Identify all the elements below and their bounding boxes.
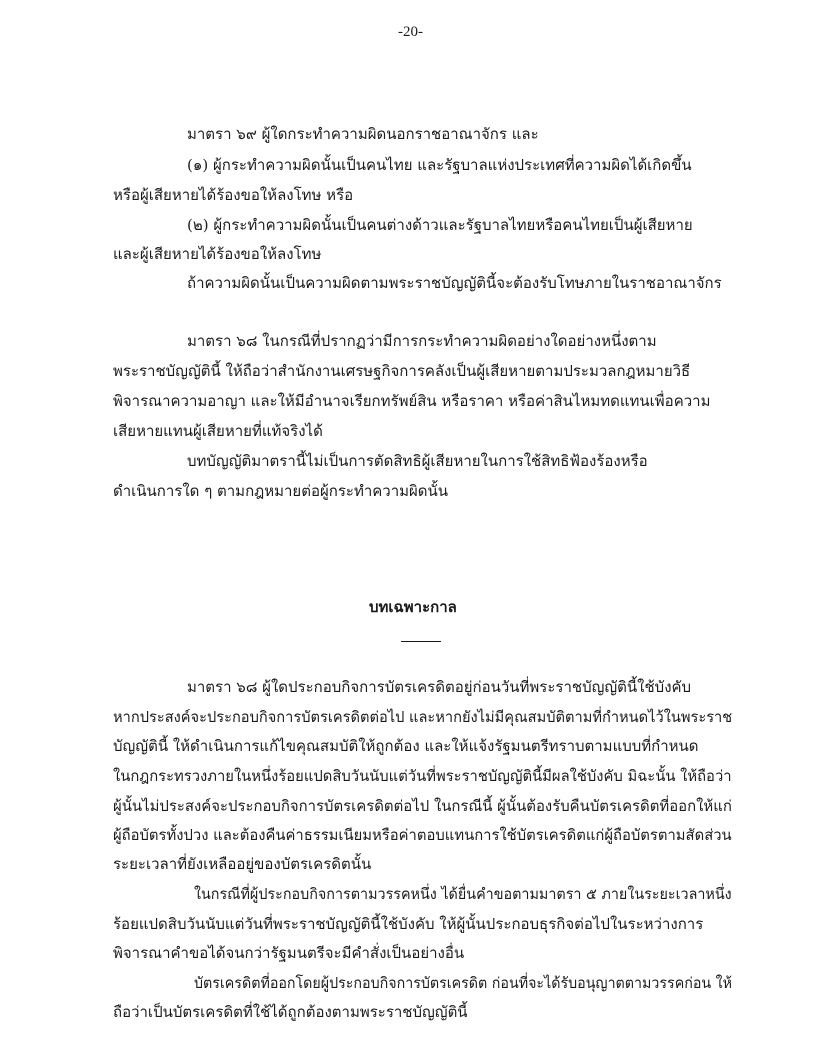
section-68a-line-1: มาตรา ๖๘ ในกรณีที่ปรากฏว่ามีการกระทำความผิดอย่างใดอย่างหนึ่งตาม	[187, 332, 657, 350]
section-69-item-1-line-1: (๑) ผู้กระทำความผิดนั้นเป็นคนไทย และรัฐบาลแห่งประเทศที่ความผิดได้เกิดขึ้น	[187, 156, 692, 174]
page-number: -20-	[398, 24, 423, 40]
section-68a-line-2: พระราชบัญญัตินี้ ให้ถือว่าสำนักงานเศรษฐกิจการคลังเป็นผู้เสียหายตามประมวลกฎหมายวิธี	[113, 362, 691, 380]
section-68b-p1-line-5: ผู้นั้นไม่ประสงค์จะประกอบกิจการบัตรเครดิตต่อไป ในกรณีนี้ ผู้นั้นต้องรับคืนบัตรเครดิตที่ออกให้แก่	[113, 797, 732, 815]
section-68b-p1-line-3: บัญญัตินี้ ให้ดำเนินการแก้ไขคุณสมบัติให้ถูกต้อง และให้แจ้งรัฐมนตรีทราบตามแบบที่กำหนด	[113, 737, 699, 755]
section-68b-p1-line-2: หากประสงค์จะประกอบกิจการบัตรเครดิตต่อไป และหากยังไม่มีคุณสมบัติตามที่กำหนดไว้ในพระราช	[113, 708, 733, 726]
section-69-item-2-line-2: และผู้เสียหายได้ร้องขอให้ลงโทษ	[113, 245, 322, 263]
section-68b-p2-line-1: ในกรณีที่ผู้ประกอบกิจการตามวรรคหนึ่ง ได้ยื่นคำขอตามมาตรา ๕ ภายในระยะเวลาหนึ่ง	[194, 885, 732, 903]
section-69-closing: ถ้าความผิดนั้นเป็นความผิดตามพระราชบัญญัตินี้จะต้องรับโทษภายในราชอาณาจักร	[187, 274, 722, 292]
title-underline	[401, 641, 441, 642]
section-68b-p3-line-1: บัตรเครดิตที่ออกโดยผู้ประกอบกิจการบัตรเครดิต ก่อนที่จะได้รับอนุญาตตามวรรคก่อน ให้	[194, 974, 732, 992]
section-68b-p3-line-2: ถือว่าเป็นบัตรเครดิตที่ใช้ได้ถูกต้องตามพระราชบัญญัตินี้	[113, 1003, 468, 1021]
section-69-item-1-line-2: หรือผู้เสียหายได้ร้องขอให้ลงโทษ หรือ	[113, 186, 354, 204]
section-68a-line-4: เสียหายแทนผู้เสียหายที่แท้จริงได้	[113, 422, 323, 440]
section-69-heading: มาตรา ๖๙ ผู้ใดกระทำความผิดนอกราชอาณาจักร และ	[187, 125, 539, 143]
section-69-item-2-line-1: (๒) ผู้กระทำความผิดนั้นเป็นคนต่างด้าวและรัฐบาลไทยหรือคนไทยเป็นผู้เสียหาย	[187, 216, 693, 234]
section-68b-p1-line-6: ผู้ถือบัตรทั้งปวง และต้องคืนค่าธรรมเนียมหรือค่าตอบแทนการใช้บัตรเครดิตแก่ผู้ถือบัตรตามสัดส่วน	[113, 826, 732, 844]
section-68a-line-5: บทบัญญัติมาตรานี้ไม่เป็นการตัดสิทธิผู้เสียหายในการใช้สิทธิฟ้องร้องหรือ	[187, 452, 648, 470]
section-68a-line-3: พิจารณาความอาญา และให้มีอำนาจเรียกทรัพย์สิน หรือราคา หรือค่าสินไหมทดแทนเพื่อความ	[113, 392, 711, 410]
section-68a-line-6: ดำเนินการใด ๆ ตามกฎหมายต่อผู้กระทำความผิดนั้น	[113, 482, 449, 500]
section-68b-p1-line-1: มาตรา ๖๘ ผู้ใดประกอบกิจการบัตรเครดิตอยู่ก่อนวันที่พระราชบัญญัตินี้ใช้บังคับ	[187, 678, 692, 696]
section-68b-p2-line-3: พิจารณาคำขอได้จนกว่ารัฐมนตรีจะมีคำสั่งเป็นอย่างอื่น	[113, 944, 465, 962]
transitory-title: บทเฉพาะกาล	[369, 598, 457, 616]
section-68b-p2-line-2: ร้อยแปดสิบวันนับแต่วันที่พระราชบัญญัตินี้ใช้บังคับ ให้ผู้นั้นประกอบธุรกิจต่อไปในระหว่างการ	[113, 915, 704, 933]
section-68b-p1-line-7: ระยะเวลาที่ยังเหลืออยู่ของบัตรเครดิตนั้น	[113, 855, 372, 873]
section-68b-p1-line-4: ในกฎกระทรวงภายในหนึ่งร้อยแปดสิบวันนับแต่วันที่พระราชบัญญัตินี้มีผลใช้บังคับ มิฉะนั้น ให้ถือว่า	[113, 767, 732, 785]
